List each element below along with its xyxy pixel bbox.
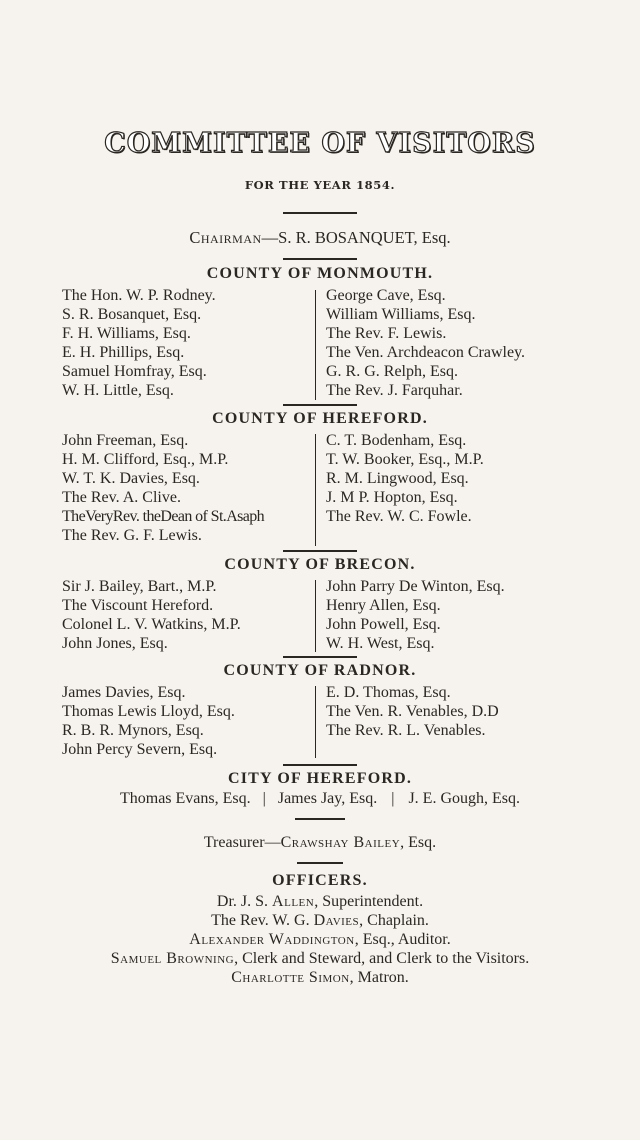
officer-name: Allen <box>272 893 315 910</box>
page-title: COMMITTEE OF VISITORS <box>104 128 536 159</box>
divider <box>283 764 357 766</box>
monmouth-left-column <box>62 286 216 400</box>
treasurer-name: Crawshay Bailey <box>280 834 401 851</box>
list-item: R. B. R. Mynors, Esq. <box>62 722 204 739</box>
divider <box>283 550 357 552</box>
radnor-right-column <box>326 683 499 740</box>
list-item: W. T. K. Davies, Esq. <box>62 470 200 487</box>
officer-line <box>0 911 640 930</box>
hereford-left-column <box>62 431 264 545</box>
radnor-left-column <box>62 683 235 759</box>
chairman-role: Chairman <box>189 228 262 247</box>
treasurer-label: Treasurer— <box>203 834 281 851</box>
list-item: Colonel L. V. Watkins, M.P. <box>62 616 241 633</box>
officer-role: , Chaplain. <box>359 912 429 929</box>
brace-divider <box>315 290 316 400</box>
list-item: John Jones, Esq. <box>62 635 168 652</box>
list-item: The Rev. F. Lewis. <box>326 325 447 342</box>
divider <box>297 862 343 864</box>
list-item: John Parry De Winton, Esq. <box>326 578 505 595</box>
list-item: James Jay, Esq. <box>277 790 378 807</box>
officer-name: Charlotte Simon <box>231 969 350 986</box>
section-heading-officers: OFFICERS. <box>272 872 368 889</box>
list-item: The Rev. R. L. Venables. <box>326 722 486 739</box>
brace-divider <box>315 580 316 652</box>
list-item: S. R. Bosanquet, Esq. <box>62 306 202 323</box>
list-item: The Hon. W. P. Rodney. <box>62 287 216 304</box>
officer-line <box>0 949 640 968</box>
list-item: Henry Allen, Esq. <box>326 597 441 614</box>
list-item: The Ven. Archdeacon Crawley. <box>326 344 526 361</box>
brecon-left-column <box>62 577 241 653</box>
list-item: TheVeryRev. theDean of St.Asaph <box>62 508 265 525</box>
list-item: T. W. Booker, Esq., M.P. <box>326 451 484 468</box>
officer-name: Alexander Waddington <box>189 931 355 948</box>
divider <box>283 212 357 214</box>
list-item: Samuel Homfray, Esq. <box>62 363 207 380</box>
city-members-line <box>0 790 640 808</box>
section-heading-hereford: COUNTY OF HEREFORD. <box>212 410 428 427</box>
list-item: W. H. Little, Esq. <box>62 382 174 399</box>
list-item: The Rev. W. C. Fowle. <box>326 508 472 525</box>
treasurer-suffix: , Esq. <box>400 834 437 851</box>
officer-role: , Esq., Auditor. <box>354 931 451 948</box>
list-item: The Rev. G. F. Lewis. <box>62 527 202 544</box>
list-item: George Cave, Esq. <box>326 287 446 304</box>
list-item: E. D. Thomas, Esq. <box>326 684 451 701</box>
brecon-right-column <box>326 577 505 653</box>
list-item: H. M. Clifford, Esq., M.P. <box>62 451 229 468</box>
list-item: C. T. Bodenham, Esq. <box>326 432 467 449</box>
officer-line <box>0 892 640 911</box>
divider <box>283 656 357 658</box>
list-item: The Rev. J. Farquhar. <box>326 382 463 399</box>
officer-role: , Clerk and Steward, and Clerk to the Visitors. <box>234 950 530 967</box>
section-heading-radnor: COUNTY OF RADNOR. <box>223 662 417 679</box>
list-item: F. H. Williams, Esq. <box>62 325 191 342</box>
list-item: William Williams, Esq. <box>326 306 476 323</box>
list-item: John Percy Severn, Esq. <box>62 741 218 758</box>
treasurer-line <box>0 834 640 852</box>
chairman-name: —S. R. BOSANQUET, Esq. <box>261 228 451 247</box>
list-item: R. M. Lingwood, Esq. <box>326 470 469 487</box>
separator: | <box>391 790 395 807</box>
list-item: Thomas Lewis Lloyd, Esq. <box>62 703 235 720</box>
list-item: W. H. West, Esq. <box>326 635 435 652</box>
list-item: The Ven. R. Venables, D.D <box>326 703 499 720</box>
page-subtitle: FOR THE YEAR 1854. <box>244 178 396 192</box>
list-item: J. E. Gough, Esq. <box>408 790 520 807</box>
officer-role: , Superintendent. <box>314 893 424 910</box>
officer-prefix: The Rev. W. G. <box>211 912 314 929</box>
list-item: G. R. G. Relph, Esq. <box>326 363 458 380</box>
section-heading-monmouth: COUNTY OF MONMOUTH. <box>206 265 434 282</box>
list-item: Thomas Evans, Esq. <box>119 790 251 807</box>
divider <box>283 258 357 260</box>
list-item: John Freeman, Esq. <box>62 432 189 449</box>
officer-line <box>0 968 640 987</box>
section-heading-city: CITY OF HEREFORD. <box>227 770 413 787</box>
list-item: J. M P. Hopton, Esq. <box>326 489 458 506</box>
list-item: The Viscount Hereford. <box>62 597 214 614</box>
separator: | <box>262 790 266 807</box>
officer-line <box>0 930 640 949</box>
chairman-line <box>0 228 640 248</box>
section-heading-brecon: COUNTY OF BRECON. <box>224 556 416 573</box>
officer-prefix: Dr. J. S. <box>216 893 273 910</box>
brace-divider <box>315 434 316 546</box>
list-item: The Rev. A. Clive. <box>62 489 181 506</box>
list-item: John Powell, Esq. <box>326 616 441 633</box>
monmouth-right-column <box>326 286 525 400</box>
officers-list <box>0 892 640 987</box>
officer-name: Davies <box>313 912 360 929</box>
divider <box>283 404 357 406</box>
list-item: James Davies, Esq. <box>62 684 186 701</box>
brace-divider <box>315 686 316 758</box>
divider <box>295 818 345 820</box>
officer-role: , Matron. <box>349 969 409 986</box>
list-item: Sir J. Bailey, Bart., M.P. <box>62 578 217 595</box>
hereford-right-column <box>326 431 484 526</box>
officer-name: Samuel Browning <box>110 950 235 967</box>
list-item: E. H. Phillips, Esq. <box>62 344 185 361</box>
